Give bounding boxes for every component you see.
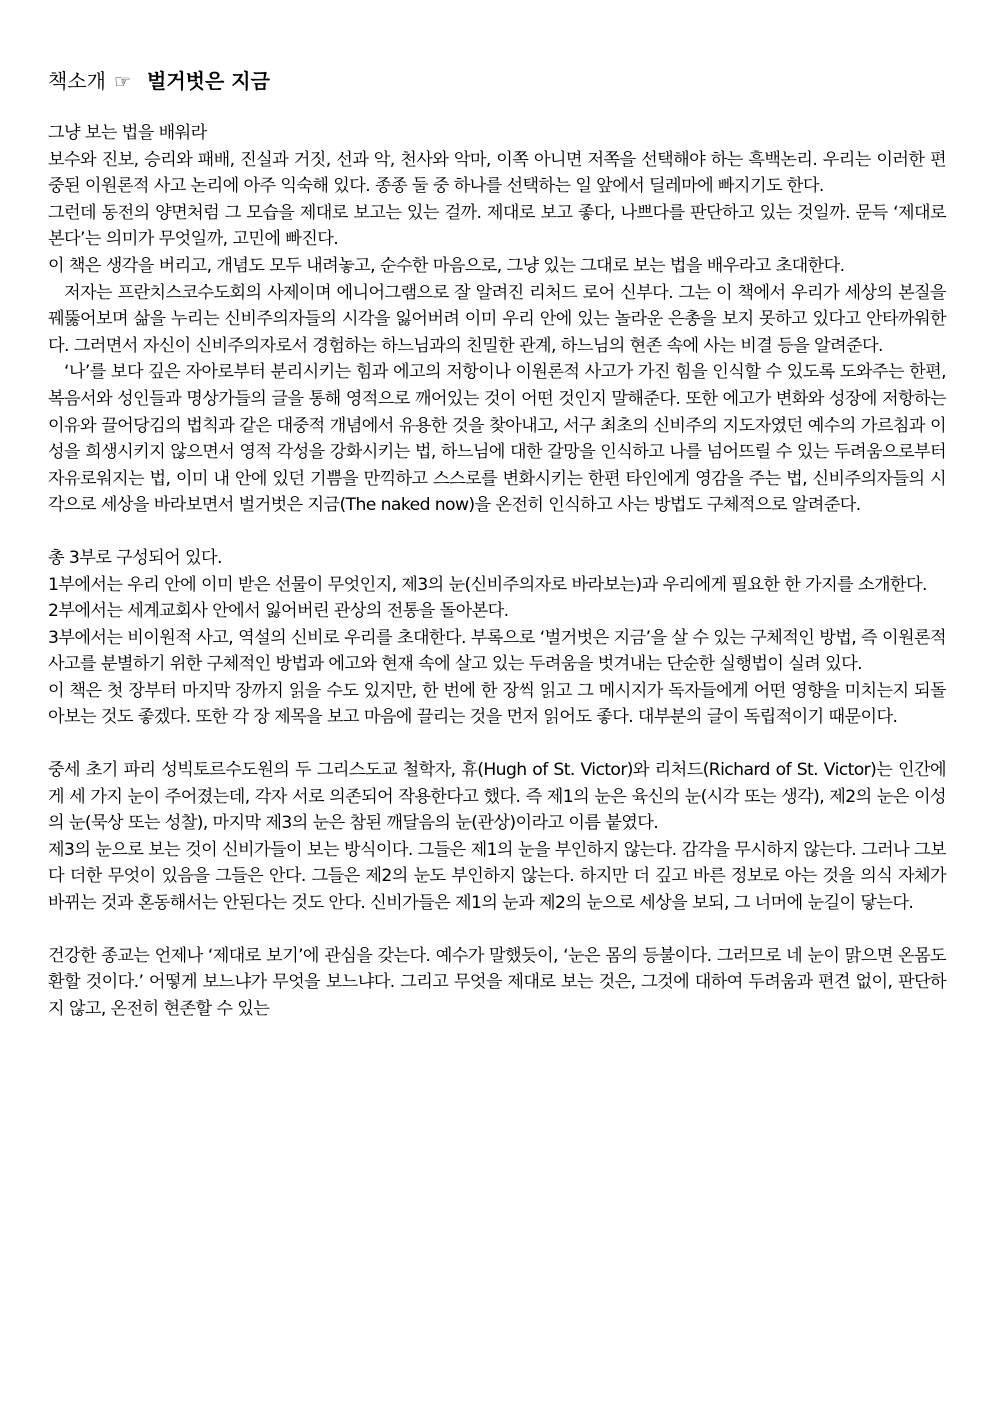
book-title: 벌거벗은 지금 — [147, 69, 270, 93]
paragraph: 보수와 진보, 승리와 패배, 진실과 거짓, 선과 악, 천사와 악마, 이쪽 아니면 저쪽을 선택해야 하는 흑백논리. 우리는 이러한 편중된 이원론적 사고 논리에 아주 익숙해 있다. 종종 둘 중 하나를 선택하는 일 앞에서 딜레마에 빠지기도 한다. — [48, 149, 946, 197]
document-body — [48, 120, 946, 1022]
paragraph: 총 3부로 구성되어 있다. — [48, 547, 222, 568]
document-page — [48, 66, 946, 1022]
paragraph: 건강한 종교는 언제나 ‘제대로 보기’에 관심을 갖는다. 예수가 말했듯이, ‘눈은 몸의 등불이다. 그러므로 네 눈이 맑으면 온몸도 환할 것이다.’ 어떻게 보느냐가 무엇을 보느냐다. 그리고 무엇을 제대로 보는 것은, 그것에 대하여 두려움과 편견 없이, 판단하지 않고, 온전히 현존할 수 있는 — [48, 945, 946, 1019]
section-spacer — [48, 731, 946, 757]
document-header — [48, 66, 946, 96]
paragraph: 이 책은 첫 장부터 마지막 장까지 읽을 수도 있지만, 한 번에 한 장씩 읽고 그 메시지가 독자들에게 어떤 영향을 미치는지 되돌아보는 것도 좋겠다. 또한 각 장 제목을 보고 마음에 끌리는 것을 먼저 읽어도 좋다. 대부분의 글이 독립적이기 때문이다. — [48, 680, 946, 728]
section-subtitle: 그냥 보는 법을 배워라 — [48, 123, 207, 143]
paragraph: 중세 초기 파리 성빅토르수도원의 두 그리스도교 철학자, 휴(Hugh of St. Victor)와 리처드(Richard of St. Victor)는 인간에게 세 가지 눈이 주어졌는데, 각자 서로 의존되어 작용한다고 했다. 즉 제1의 눈은 육신의 눈(시각 또는 생각), 제2의 눈은 이성의 눈(묵상 또는 성찰), 마지막 제3의 눈은 참된 깨달음의 눈(관상)이라고 이름 붙였다. — [48, 760, 946, 834]
paragraph: 제3의 눈으로 보는 것이 신비가들이 보는 방식이다. 그들은 제1의 눈을 부인하지 않는다. 감각을 무시하지 않는다. 그러나 그보다 더한 무엇이 있음을 그들은 안다. 그들은 제2의 눈도 부인하지 않는다. 하지만 더 깊고 바른 정보로 아는 것을 의식 자체가 바뀌는 것과 혼동해서는 안된다는 것도 안다. 신비가들은 제1의 눈과 제2의 눈으로 세상을 보되, 그 너머에 눈길이 닿는다. — [48, 839, 946, 914]
paragraph-part-3: 3부에서는 비이원적 사고, 역설의 신비로 우리를 초대한다. 부록으로 ‘벌거벗은 지금’을 살 수 있는 구체적인 방법, 즉 이원론적 사고를 분별하기 위한 구체적인 방법과 에고와 현재 속에 살고 있는 두려움을 벗겨내는 단순한 실행법이 실려 있다. — [48, 627, 946, 675]
paragraph: ‘나’를 보다 깊은 자아로부터 분리시키는 힘과 에고의 저항이나 이원론적 사고가 가진 힘을 인식할 수 있도록 도와주는 한편, 복음서와 성인들과 명상가들의 글을 통해 영적으로 깨어있는 것이 어떤 것인지 말해준다. 또한 에고가 변화와 성장에 저항하는 이유와 끌어당김의 법칙과 같은 대중적 개념에서 유용한 것을 찾아내고, 서구 최초의 신비주의 지도자였던 예수의 가르침과 이성을 희생시키지 않으면서 영적 각성을 강화시키는 법, 하느님에 대한 갈망을 인식하고 나를 넘어뜨릴 수 있는 두려움으로부터 자유로워지는 법, 이미 내 안에 있던 기쁨을 만끽하고 스스로를 변화시키는 한편 타인에게 영감을 주는 법, 신비주의자들의 시각으로 세상을 바라보면서 벌거벗은 지금(The naked now)을 온전히 인식하고 사는 방법도 구체적으로 알려준다. — [48, 362, 946, 516]
section-three-eyes — [48, 757, 946, 917]
paragraph-part-2: 2부에서는 세계교회사 안에서 잃어버린 관상의 전통을 돌아본다. — [48, 601, 509, 622]
paragraph: 이 책은 생각을 버리고, 개념도 모두 내려놓고, 순수한 마음으로, 그냥 있는 그대로 보는 법을 배우라고 초대한다. — [48, 255, 845, 276]
paragraph-author: 저자는 프란치스코수도회의 사제이며 에니어그램으로 잘 알려진 리처드 로어 신부다. 그는 이 책에서 우리가 세상의 본질을 꿰뚫어보며 삶을 누리는 신비주의자들의 시각을 잃어버려 이미 우리 안에 있는 놀라운 은총을 보지 못하고 있다고 안타까워한다. 그러면서 자신이 신비주의자로서 경험하는 하느님과의 친밀한 관계, 하느님의 현존 속에 사는 비결 등을 알려준다. — [48, 282, 946, 356]
paragraph-part-1: 1부에서는 우리 안에 이미 받은 선물이 무엇인지, 제3의 눈(신비주의자로 바라보는)과 우리에게 필요한 한 가지를 소개한다. — [48, 574, 927, 595]
section-spacer — [48, 917, 946, 943]
paragraph: 그런데 동전의 양면처럼 그 모습을 제대로 보고는 있는 걸까. 제대로 보고 좋다, 나쁘다를 판단하고 있는 것일까. 문득 ‘제대로 본다’는 의미가 무엇일까, 고민에 빠진다. — [48, 202, 946, 250]
pointing-hand-icon: ☞ — [113, 71, 132, 93]
section-overview — [48, 120, 946, 519]
section-structure — [48, 545, 946, 731]
section-spacer — [48, 519, 946, 545]
section-seeing — [48, 943, 946, 1023]
book-intro-label: 책소개 — [48, 69, 106, 93]
